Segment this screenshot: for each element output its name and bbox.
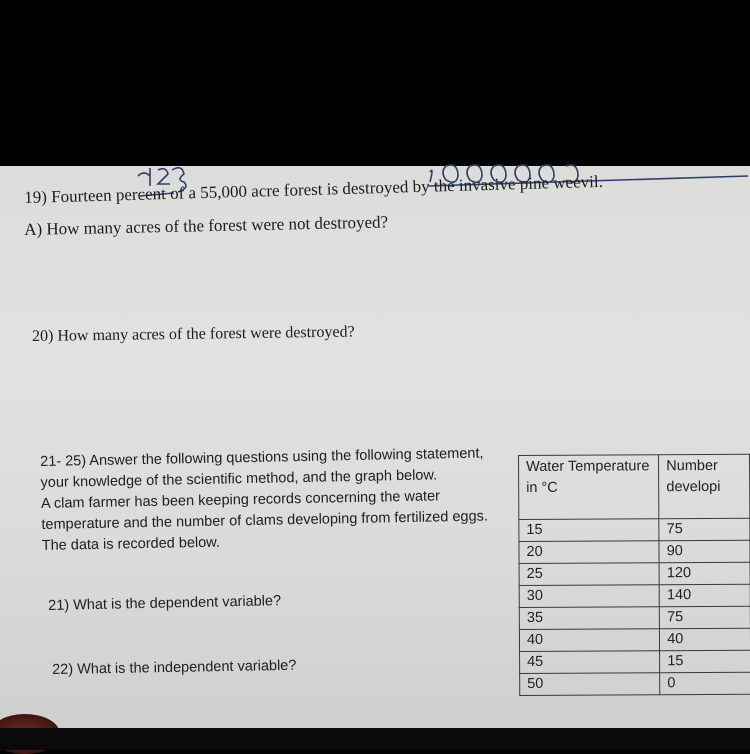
- clam-data-table: [518, 454, 750, 696]
- temp-cell: 30: [519, 585, 659, 608]
- count-cell: 120: [659, 562, 750, 584]
- question-21: 21) What is the dependent variable?: [48, 593, 282, 614]
- intro-scenario: A clam farmer has been keeping records concerning the water temperature and the number of clams developing from fertilized eggs. The data is recorded below.: [40, 488, 488, 554]
- question-20: 20) How many acres of the forest were destroyed?: [32, 323, 355, 345]
- table-row: [519, 584, 750, 607]
- question-19a: A) How many acres of the forest were not destroyed?: [24, 212, 389, 239]
- count-cell: 15: [660, 650, 750, 672]
- temp-cell: 25: [519, 563, 659, 586]
- header-water-temperature: Water Temperature in °C: [519, 455, 660, 520]
- table-header-row: [519, 454, 750, 519]
- table-row: [520, 672, 750, 695]
- count-cell: 0: [660, 672, 750, 694]
- table-row: [519, 540, 750, 563]
- table-row: [519, 628, 750, 651]
- table-row: [520, 650, 750, 673]
- temp-cell: 20: [519, 541, 659, 564]
- header-number-developing: Number developi: [659, 454, 750, 518]
- table-row: [519, 518, 750, 541]
- temp-cell: 15: [519, 519, 659, 542]
- count-cell: 40: [660, 628, 750, 650]
- table-row: [519, 562, 750, 585]
- section-21-25-intro: [40, 443, 512, 557]
- count-cell: 75: [660, 606, 750, 628]
- table-row: [519, 606, 750, 629]
- count-cell: 75: [659, 518, 750, 540]
- background-shadow: [0, 728, 750, 750]
- temp-cell: 35: [519, 607, 659, 630]
- count-cell: 140: [659, 584, 750, 606]
- count-cell: 90: [659, 540, 750, 562]
- temp-cell: 50: [520, 673, 660, 696]
- temp-cell: 45: [520, 651, 660, 674]
- question-22: 22) What is the independent variable?: [52, 657, 297, 678]
- temp-cell: 40: [519, 629, 659, 652]
- question-19-prompt: 19) Fourteen percent of a 55,000 acre forest is destroyed by the invasive pine weevil.: [24, 171, 604, 207]
- intro-instructions: 21- 25) Answer the following questions using the following statement, your knowledge of the scientific method, and the graph below.: [40, 445, 484, 491]
